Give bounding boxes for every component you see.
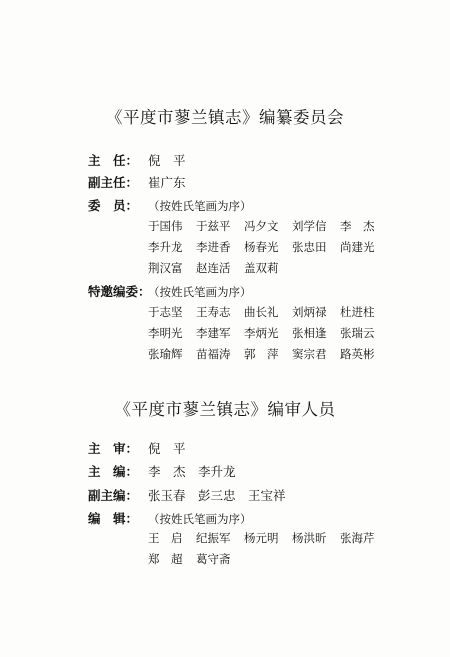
- special-editor-name: 刘炳禄: [292, 305, 327, 319]
- editor-name: 王 启: [148, 531, 183, 545]
- special-editors-label: 特邀编委：: [88, 284, 151, 299]
- committee-title: 《平度市蓼兰镇志》编纂委员会: [106, 108, 344, 127]
- member-name: 于国伟: [148, 219, 183, 233]
- director-label: 主 任：: [88, 153, 139, 168]
- special-editors-name-row: [148, 302, 388, 323]
- director-name: 倪 平: [148, 153, 186, 168]
- members-name-list: [148, 216, 388, 279]
- chief-reviewer-name: 倪 平: [148, 441, 186, 456]
- special-editor-name: 郭 萍: [244, 347, 279, 361]
- member-name: 尚建光: [340, 240, 375, 254]
- special-editor-name: 曲长礼: [244, 305, 279, 319]
- special-editor-name: 李炳光: [244, 326, 279, 340]
- editors-order-note: （按姓氏笔画为序）: [148, 512, 252, 526]
- chief-editor-names: 李 杰 李升龙: [148, 464, 236, 479]
- members-order-note: （按姓氏笔画为序）: [148, 199, 252, 213]
- special-editor-name: 窦宗君: [292, 347, 327, 361]
- special-editor-name: 苗福涛: [196, 347, 231, 361]
- member-name: 荆汉富: [148, 261, 183, 275]
- editor-name: 杨洪昕: [292, 531, 327, 545]
- special-editor-name: 杜进柱: [340, 305, 375, 319]
- deputy-director-label: 副主任：: [88, 175, 139, 190]
- special-editor-name: 张瑜辉: [148, 347, 183, 361]
- members-name-row: [148, 237, 388, 258]
- chief-editor-label: 主 编：: [88, 464, 139, 479]
- member-name: 盖双莉: [244, 261, 279, 275]
- member-name: 张忠田: [292, 240, 327, 254]
- editors-name-row: [148, 549, 388, 570]
- special-editor-name: 张相逢: [292, 326, 327, 340]
- special-editor-name: 李建军: [196, 326, 231, 340]
- editors-name-row: [148, 528, 388, 549]
- deputy-editor-names: 张玉春 彭三忠 王宝祥: [148, 488, 286, 503]
- editor-name: 郑 超: [148, 552, 183, 566]
- special-editor-name: 王寿志: [196, 305, 231, 319]
- editor-name: 张海芹: [340, 531, 375, 545]
- deputy-editor-label: 副主编：: [88, 488, 139, 503]
- editor-name: 纪振军: [196, 531, 231, 545]
- member-name: 杨春光: [244, 240, 279, 254]
- editor-name: 葛守斋: [196, 552, 231, 566]
- special-editors-order-note: （按姓氏笔画为序）: [148, 285, 252, 299]
- editor-name: 杨元明: [244, 531, 279, 545]
- member-name: 冯夕文: [244, 219, 279, 233]
- member-name: 刘学信: [292, 219, 327, 233]
- editors-name-list: [148, 528, 388, 570]
- members-label: 委 员：: [88, 198, 139, 213]
- special-editor-name: 路英彬: [340, 347, 375, 361]
- chief-reviewer-label: 主 审：: [88, 441, 139, 456]
- special-editors-name-row: [148, 344, 388, 365]
- members-name-row: [148, 216, 388, 237]
- member-name: 李 杰: [340, 219, 375, 233]
- review-staff-title: 《平度市蓼兰镇志》编审人员: [114, 400, 336, 419]
- special-editor-name: 李明光: [148, 326, 183, 340]
- member-name: 赵连活: [196, 261, 231, 275]
- editors-label: 编 辑：: [88, 511, 139, 526]
- special-editors-name-row: [148, 323, 388, 344]
- special-editor-name: 张瑞云: [340, 326, 375, 340]
- members-name-row: [148, 258, 388, 279]
- deputy-director-name: 崔广东: [148, 175, 186, 190]
- special-editors-name-list: [148, 302, 388, 365]
- member-name: 李升龙: [148, 240, 183, 254]
- member-name: 于兹平: [196, 219, 231, 233]
- member-name: 李进香: [196, 240, 231, 254]
- special-editor-name: 于志坚: [148, 305, 183, 319]
